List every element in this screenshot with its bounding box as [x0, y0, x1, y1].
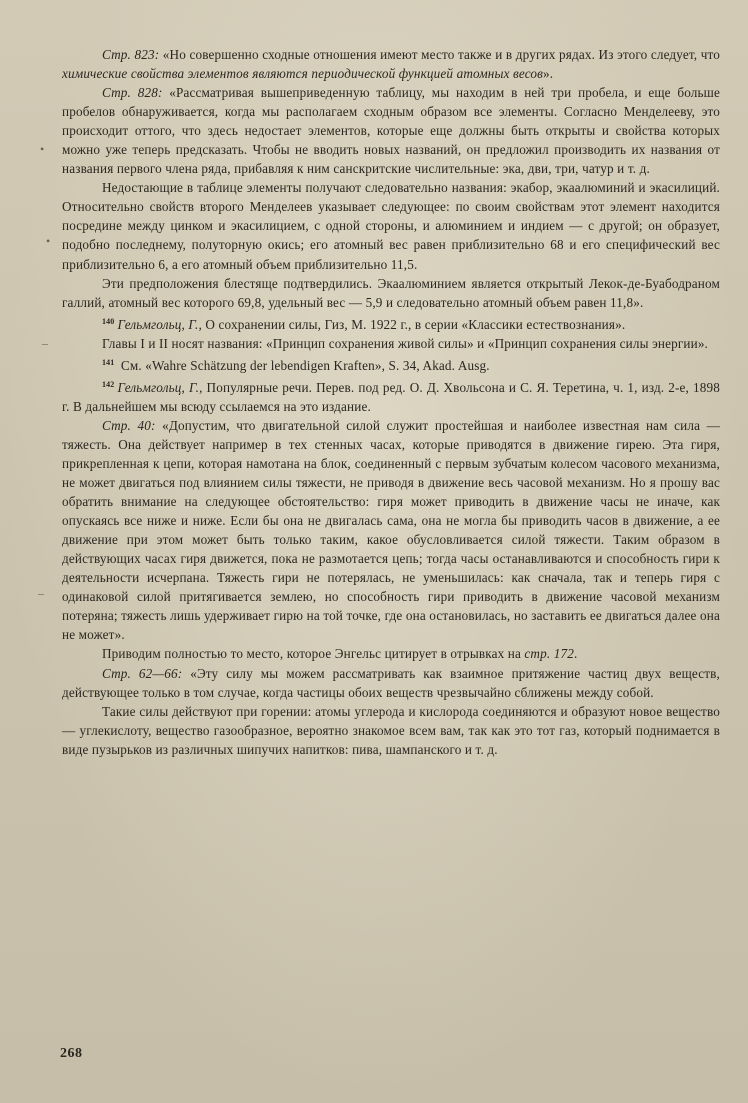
- paragraph-text: Приводим полностью то место, которое Энгельс цитирует в отрывках на: [102, 646, 525, 662]
- paragraph-tail: .: [573, 646, 578, 662]
- footnote-text: Популярные речи. Перев. под ред. О. Д. Хвольсона и С. Я. Теретина, ч. 1, изд. 2-е, 1898 г. В дальнейшем мы всюду ссылаемся на это издание.: [62, 379, 720, 414]
- paragraph-tail: ».: [543, 66, 554, 82]
- paragraph-burning: Такие силы действуют при горении: атомы углерода и кислорода соединяются и образуют новое вещество — углекислоту, вещество газообразное, вероятно знакомое всем вам, так как это тот газ, который поднимается в виде пузырьков из различных шипучих напитков: пива, шампанского и т. д.: [62, 703, 720, 757]
- page-reference: Стр. 40:: [102, 417, 156, 433]
- margin-mark: •: [40, 142, 45, 156]
- page-reference: Стр. 823:: [102, 47, 160, 62]
- paragraph-p828: [62, 83, 720, 178]
- footnote-text: См. «Wahre Schätzung der lebendigen Kraften», S. 34, Akad. Ausg.: [117, 357, 490, 373]
- footnote-141: [62, 353, 720, 375]
- paragraph-p40: [62, 416, 720, 645]
- paragraph-text: «Эту силу мы можем рассматривать как взаимное притяжение частиц двух веществ, действующее только в том случае, когда частицы обоих веществ чрезвычайно сближены между собой.: [62, 665, 720, 700]
- page-reference: Стр. 828:: [102, 85, 163, 101]
- paragraph-missing-elements: Недостающие в таблице элементы получают следовательно названия: экабор, экаалюминий и экасилиций. Относительно свойств второго Менделеев указывает следующее: по своим свойствам этот элемент находится посредине между цинком и экасилицием, с одной стороны, и алюминием и индием — с другой; он образует, подобно последнему, полуторную окись; его атомный вес равен приблизительно 68 и его специфический вес приблизительно 6, а его атомный объем приблизительно 11,5.: [62, 180, 720, 272]
- margin-mark: •: [46, 234, 51, 248]
- page-reference: стр. 172: [524, 646, 574, 662]
- footnote-number: 141: [102, 357, 115, 367]
- footnote-140: [62, 312, 720, 334]
- footnote-142: [62, 375, 720, 416]
- footnote-text: О сохранении силы, Гиз, М. 1922 г., в серии «Классики естествознания».: [201, 316, 626, 332]
- paragraph-text: «Но совершенно сходные отношения имеют место также и в других рядах. Из этого следует, что: [159, 47, 720, 62]
- footnote-number: 142: [102, 379, 115, 389]
- paragraph-engels: [62, 644, 720, 663]
- paragraph-text: «Допустим, что двигательной силой служит простейшая и наиболее известная нам сила — тяжесть. Она действует например в тех стенных часах, которые приводятся в движение гирею. Эта гиря, прикрепленная к цепи, которая намотана на блок, соединенный с первым зубчатым колесом часового механизма, не может двигаться под влиянием силы тяжести, не приводя в движение весь часовой механизм. Но я прошу вас обратить внимание на следующее обстоятельство: гиря может приводить в движение часы не иначе, как опускаясь все ниже и ниже. Если бы она не двигалась сама, она не могла бы приводить часов в движение, а ее движение при этом может быть только таким, какое обусловливается силой тяжести. Таким образом в действующих часах гиря движется, пока не размотается цепь; тогда часы останавливаются и способность гири к деятельности исчерпана. Тяжесть гири не потерялась, не уменьшилась: как сначала, так и теперь гиря с одинаковой силой притягивается землею, но способность гири приводить в движение часовой механизм потеряна; тяжесть лишь удерживает гирю на той точке, где она остановилась, но заставить ее двигаться далее она не может».: [62, 417, 720, 643]
- margin-mark: –: [42, 336, 48, 350]
- paragraph-p823: [62, 45, 720, 83]
- footnote-author: Гельмгольц, Г.,: [117, 316, 202, 332]
- page-reference: Стр. 62—66:: [102, 665, 183, 681]
- emphasized-text: химические свойства элементов являются периодической функцией атомных весов: [62, 66, 544, 82]
- page-text: [62, 45, 720, 759]
- footnote-author: Гельмгольц, Г.,: [117, 379, 203, 395]
- margin-mark: –: [38, 586, 44, 600]
- paragraph-text: «Рассматривая вышеприведенную таблицу, мы находим в ней три пробела, и еще больше пробелов обнаруживается, когда мы располагаем сходным образом все элементы. Согласно Менделееву, это происходит оттого, что здесь недостает элементов, которые еще должны быть открыты и свойства которых можно уже теперь предсказать. Чтобы не вводить новых названий, он предложил производить их названия от названия первого члена ряда, прибавляя к ним санскритские числительные: эка, дви, три, чатур и т. д.: [62, 85, 720, 177]
- footnote-number: 140: [102, 316, 115, 326]
- paragraph-p62: [62, 664, 720, 702]
- paragraph-chapters: Главы I и II носят названия: «Принцип сохранения живой силы» и «Принцип сохранения силы энергии».: [102, 335, 709, 351]
- page-number: 268: [60, 1046, 83, 1061]
- paragraph-confirmation: Эти предположения блестяще подтвердились. Экаалюминием является открытый Лекок-де-Буабодраном галлий, атомный вес которого 69,8, удельный вес — 5,9 и следовательно атомный объем равен 11,8».: [62, 275, 720, 310]
